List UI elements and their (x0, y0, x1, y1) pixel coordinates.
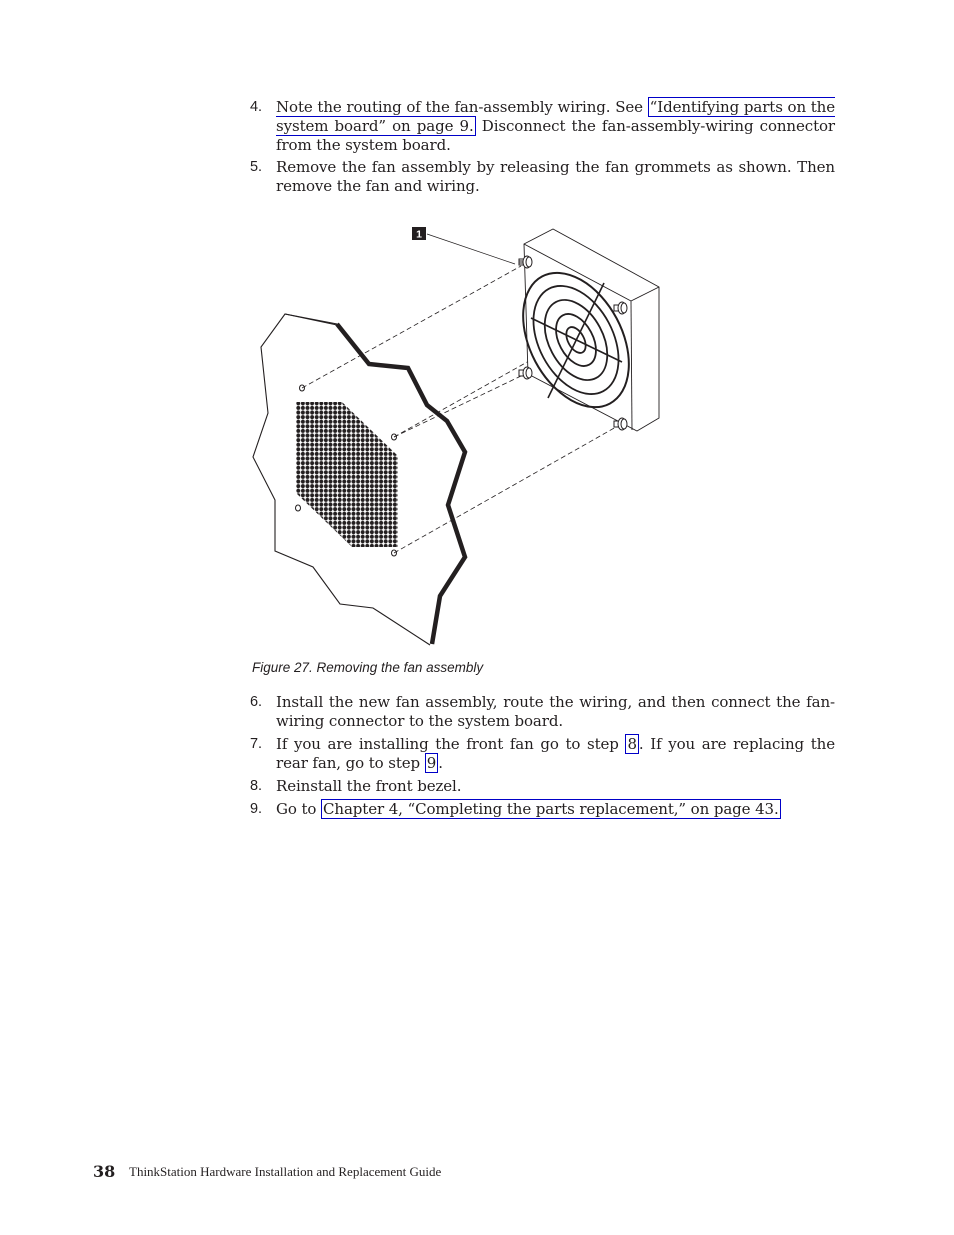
step-6 (250, 693, 835, 731)
step-text: Reinstall the front bezel. (276, 777, 462, 795)
link-identifying-parts[interactable]: “Identifying parts on the system board” on page 9. (276, 98, 836, 135)
step-text: Go to Chapter 4, “Completing the parts replacement,” on page 43. (276, 800, 779, 818)
step-number: 8. (250, 778, 262, 794)
step-text: Install the new fan assembly, route the wiring, and then connect the fan-wiring connector to the system board. (276, 693, 835, 730)
step-5 (250, 158, 835, 196)
callout-number: 1 (416, 228, 422, 241)
fan-assembly-illustration (245, 215, 675, 655)
step-number: 7. (250, 736, 262, 752)
step-number: 5. (250, 159, 262, 175)
step-number: 4. (250, 99, 262, 115)
callout-leader-line (427, 234, 515, 264)
step-text: If you are installing the front fan go to step 8 . If you are replacing the rear fan, go to step 9 . (276, 735, 835, 772)
step-text: Remove the fan assembly by releasing the fan grommets as shown. Then remove the fan and wiring. (276, 158, 835, 195)
link-step-8[interactable]: 8 (627, 735, 637, 753)
vent-hole-grid (296, 402, 398, 547)
step-8 (250, 777, 835, 796)
figure-caption: Figure 27. Removing the fan assembly (252, 660, 484, 675)
step-7 (250, 735, 835, 773)
link-chapter-4[interactable]: Chapter 4, “Completing the parts replacement,” on page 43. (323, 800, 779, 818)
book-title: ThinkStation Hardware Installation and Replacement Guide (129, 1164, 442, 1179)
page-number: 38 (93, 1162, 116, 1181)
step-4 (250, 98, 835, 155)
step-number: 6. (250, 694, 262, 710)
step-9 (250, 800, 835, 819)
step-text: Note the routing of the fan-assembly wiring. See “Identifying parts on the system board” on page 9. Disconnect the fan-assembly-wiring connector from the system board. (276, 98, 836, 154)
link-step-9[interactable]: 9 (426, 754, 437, 772)
step-number: 9. (250, 801, 262, 817)
